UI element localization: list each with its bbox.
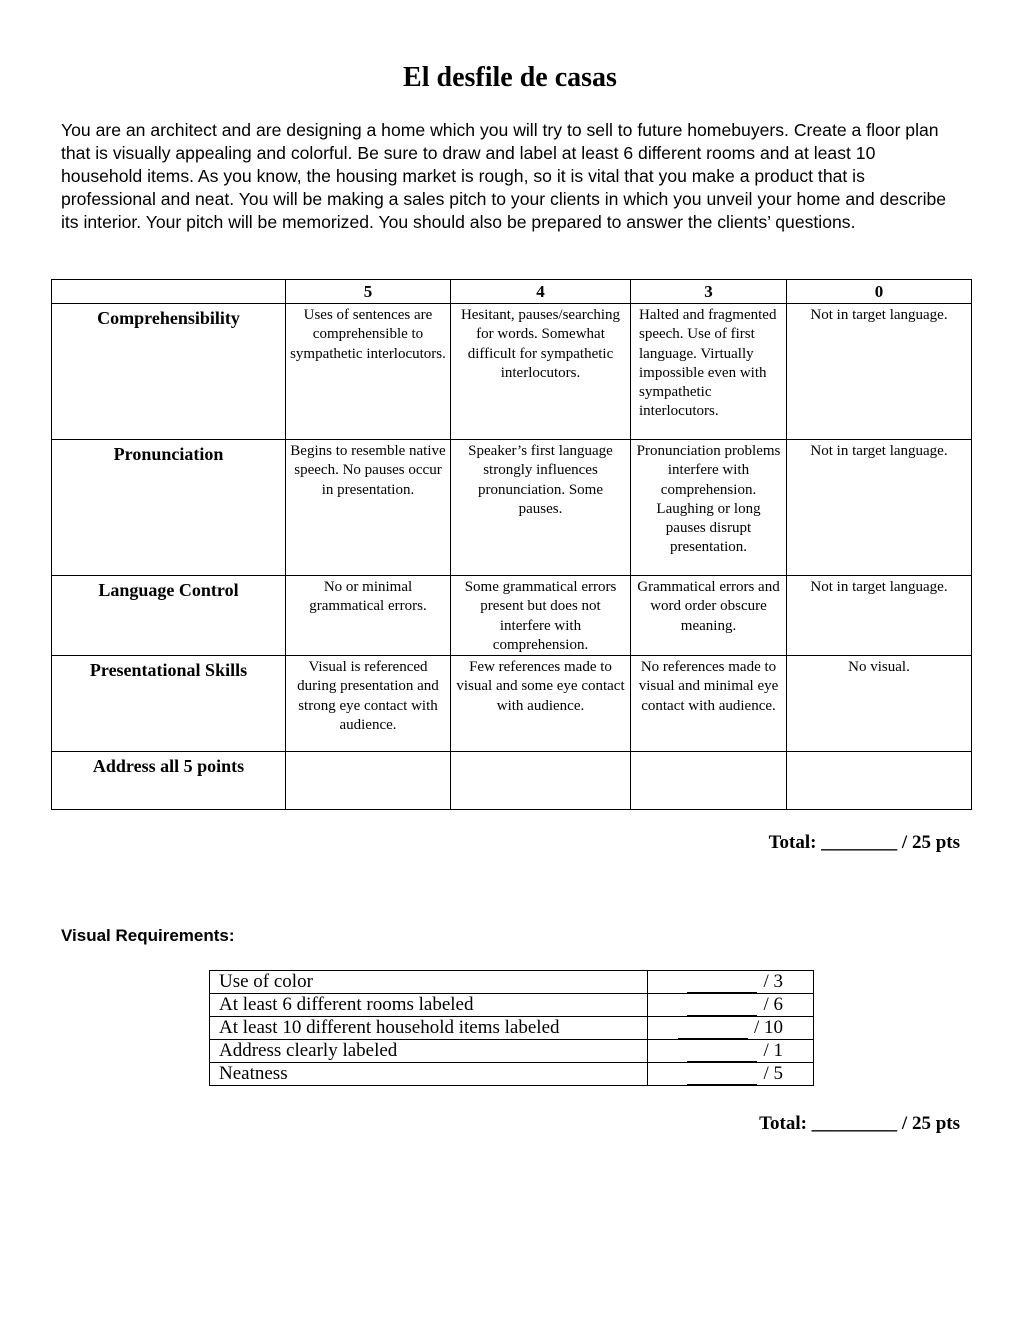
rubric-cell: Uses of sentences are comprehensible to sympathetic interlocutors.	[286, 304, 451, 440]
rubric-cell	[286, 752, 451, 810]
rubric-cell: Hesitant, pauses/searching for words. Somewhat difficult for sympathetic interlocutors.	[451, 304, 631, 440]
rubric-cell: No visual.	[787, 656, 972, 752]
requirement-score	[648, 1040, 814, 1063]
table-row	[52, 752, 972, 810]
header-cell	[52, 280, 286, 304]
criterion-cell: Language Control	[52, 576, 286, 656]
criterion-cell: Address all 5 points	[52, 752, 286, 810]
requirement-item: At least 10 different household items labeled	[210, 1017, 648, 1040]
requirement-points: / 1	[763, 1040, 783, 1061]
page-title: El desfile de casas	[403, 62, 617, 93]
criterion-cell: Presentational Skills	[52, 656, 286, 752]
rubric-header-row	[52, 280, 972, 304]
table-row	[210, 994, 814, 1017]
rubric-cell: Pronunciation problems interfere with comprehension. Laughing or long pauses disrupt presentation.	[631, 440, 787, 576]
rubric-cell: Halted and fragmented speech. Use of first language. Virtually impossible even with sympathetic interlocutors.	[631, 304, 787, 440]
score-blank	[678, 1020, 748, 1039]
rubric-cell: Not in target language.	[787, 304, 972, 440]
rubric-cell: No references made to visual and minimal eye contact with audience.	[631, 656, 787, 752]
score-blank	[687, 974, 757, 993]
rubric-total: Total: ________ / 25 pts	[768, 832, 960, 853]
rubric-cell: Begins to resemble native speech. No pauses occur in presentation.	[286, 440, 451, 576]
header-cell: 3	[631, 280, 787, 304]
score-blank	[687, 1066, 757, 1085]
criterion-cell: Comprehensibility	[52, 304, 286, 440]
table-row	[210, 971, 814, 994]
criterion-cell: Pronunciation	[52, 440, 286, 576]
requirement-score	[648, 1017, 814, 1040]
requirement-score	[648, 1063, 814, 1086]
table-row	[210, 1040, 814, 1063]
requirement-item: Neatness	[210, 1063, 648, 1086]
header-cell: 0	[787, 280, 972, 304]
instructions-paragraph: You are an architect and are designing a home which you will try to sell to future homebuyers. Create a floor plan that is visually appealing and colorful. Be sure to draw and label at least 6 different rooms and at least 10 household items. As you know, the housing market is rough, so it is vital that you make a product that is professional and neat. You will be making a sales pitch to your clients in which you unveil your home and describe its interior. Your pitch will be memorized. You should also be prepared to answer the clients’ questions.	[61, 120, 947, 232]
requirement-item: Address clearly labeled	[210, 1040, 648, 1063]
rubric-cell: Some grammatical errors present but does not interfere with comprehension.	[451, 576, 631, 656]
header-cell: 5	[286, 280, 451, 304]
table-row	[210, 1063, 814, 1086]
table-row	[52, 440, 972, 576]
rubric-cell: Not in target language.	[787, 576, 972, 656]
rubric-cell: Speaker’s first language strongly influences pronunciation. Some pauses.	[451, 440, 631, 576]
table-row	[52, 576, 972, 656]
rubric-cell	[451, 752, 631, 810]
table-row	[52, 656, 972, 752]
rubric-table	[51, 279, 972, 810]
visual-requirements-table	[209, 970, 814, 1086]
rubric-cell: Grammatical errors and word order obscure meaning.	[631, 576, 787, 656]
rubric-cell: Visual is referenced during presentation and strong eye contact with audience.	[286, 656, 451, 752]
requirement-score	[648, 994, 814, 1017]
requirement-points: / 6	[763, 994, 783, 1015]
requirement-points: / 3	[763, 971, 783, 992]
score-blank	[687, 997, 757, 1016]
requirement-score	[648, 971, 814, 994]
requirement-points: / 5	[763, 1063, 783, 1084]
visual-requirements-heading: Visual Requirements:	[61, 926, 235, 945]
rubric-cell	[787, 752, 972, 810]
rubric-cell: No or minimal grammatical errors.	[286, 576, 451, 656]
header-cell: 4	[451, 280, 631, 304]
rubric-cell	[631, 752, 787, 810]
table-row	[52, 304, 972, 440]
score-blank	[687, 1043, 757, 1062]
requirement-points: / 10	[753, 1017, 783, 1038]
table-row	[210, 1017, 814, 1040]
requirement-item: Use of color	[210, 971, 648, 994]
requirement-item: At least 6 different rooms labeled	[210, 994, 648, 1017]
visual-total: Total: _________ / 25 pts	[759, 1113, 960, 1134]
rubric-cell: Not in target language.	[787, 440, 972, 576]
rubric-cell: Few references made to visual and some eye contact with audience.	[451, 656, 631, 752]
